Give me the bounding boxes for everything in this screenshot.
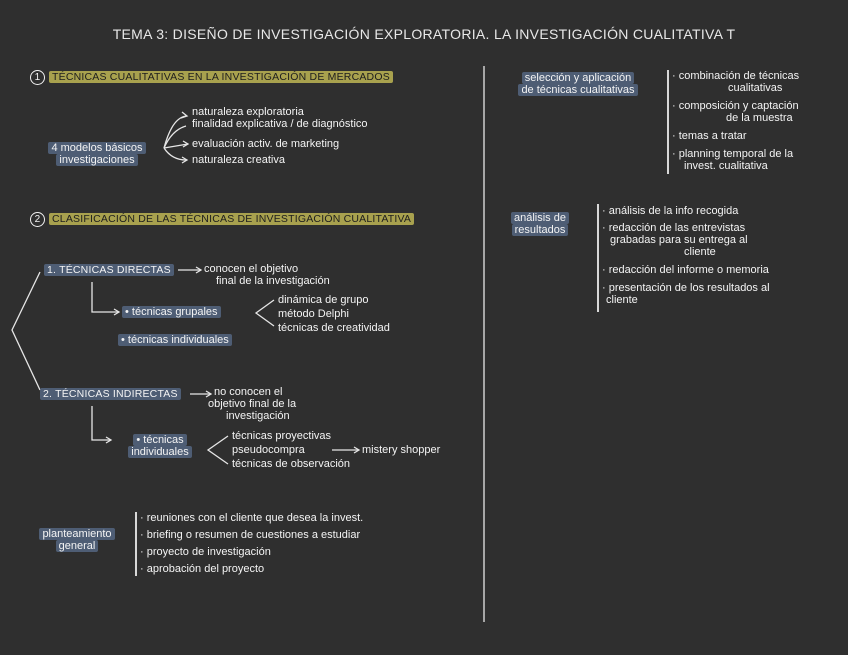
plan-item-2: · briefing o resumen de cuestiones a estudiar xyxy=(140,529,361,541)
group-techniques-label: • técnicas grupales xyxy=(122,306,221,318)
s1-item-1: naturaleza exploratoria xyxy=(192,106,304,118)
indirect-item-1: técnicas proyectivas xyxy=(232,430,332,442)
direct-desc-2: final de la investigación xyxy=(216,275,330,287)
group-item-3: técnicas de creatividad xyxy=(278,322,390,334)
indirect-brace xyxy=(208,436,228,464)
indirect-desc-3: investigación xyxy=(226,410,290,422)
group-item-1: dinámica de grupo xyxy=(278,294,369,306)
planteamiento-label: planteamiento general xyxy=(22,528,132,552)
direct-l-connector xyxy=(92,282,118,312)
analisis-bracket xyxy=(597,204,599,312)
main-bracket xyxy=(12,272,40,390)
page-title: TEMA 3: DISEÑO DE INVESTIGACIÓN EXPLORATORIA. LA INVESTIGACIÓN CUALITATIVA T xyxy=(112,26,736,42)
plan-item-4: · aprobación del proyecto xyxy=(140,563,265,575)
seleccion-bracket xyxy=(667,70,669,174)
indirect-item-3: técnicas de observación xyxy=(232,458,351,470)
sel-item-1: · combinación de técnicas cualitativas xyxy=(672,70,800,94)
indirect-item-2: pseudocompra xyxy=(232,444,305,456)
indirect-individual-label: • técnicas individuales xyxy=(112,434,208,458)
ana-item-4: · presentación de los resultados al cliente xyxy=(602,282,770,306)
individual-techniques-label: • técnicas individuales xyxy=(118,334,232,346)
sel-item-3: · temas a tratar xyxy=(672,130,747,142)
section1-number: 1 xyxy=(30,70,45,85)
arrow-4 xyxy=(164,148,186,160)
direct-label: 1. TÉCNICAS DIRECTAS xyxy=(44,264,174,276)
plan-item-3: · proyecto de investigación xyxy=(140,546,271,558)
seleccion-label: selección y aplicación de técnicas cualitativas xyxy=(492,72,664,96)
indirect-label: 2. TÉCNICAS INDIRECTAS xyxy=(40,388,181,400)
direct-desc-1: conocen el objetivo xyxy=(204,263,299,275)
section2-heading: 2 CLASIFICACIÓN DE LAS TÉCNICAS DE INVESTIGACIÓN CUALITATIVA xyxy=(30,212,414,227)
ana-item-2: · redacción de las entrevistas grabadas para su entrega al cliente xyxy=(602,222,748,258)
sel-item-4: · planning temporal de la invest. cualitativa xyxy=(672,148,794,172)
section1-heading: 1 TÉCNICAS CUALITATIVAS EN LA INVESTIGACIÓN DE MERCADOS xyxy=(30,70,393,85)
indirect-desc-1: no conocen el xyxy=(214,386,283,398)
mistery-shopper: mistery shopper xyxy=(362,444,441,456)
group-brace xyxy=(256,300,274,326)
plan-item-1: · reuniones con el cliente que desea la invest. xyxy=(140,512,364,524)
section2-number: 2 xyxy=(30,212,45,227)
indirect-l-connector xyxy=(92,406,110,440)
group-item-2: método Delphi xyxy=(278,308,349,320)
planteamiento-bracket xyxy=(135,512,137,576)
s1-item-2: finalidad explicativa / de diagnóstico xyxy=(192,118,368,130)
indirect-desc-2: objetivo final de la xyxy=(208,398,297,410)
ana-item-1: · análisis de la info recogida xyxy=(602,205,739,217)
section1-label: 4 modelos básicos investigaciones xyxy=(32,142,162,166)
sel-item-2: · composición y captación de la muestra xyxy=(672,100,799,124)
s1-item-4: naturaleza creativa xyxy=(192,154,285,166)
ana-item-3: · redacción del informe o memoria xyxy=(602,264,769,276)
arrowhead-1 xyxy=(181,112,187,118)
s1-item-3: evaluación activ. de marketing xyxy=(192,138,340,150)
analisis-label: análisis de resultados xyxy=(500,212,580,236)
